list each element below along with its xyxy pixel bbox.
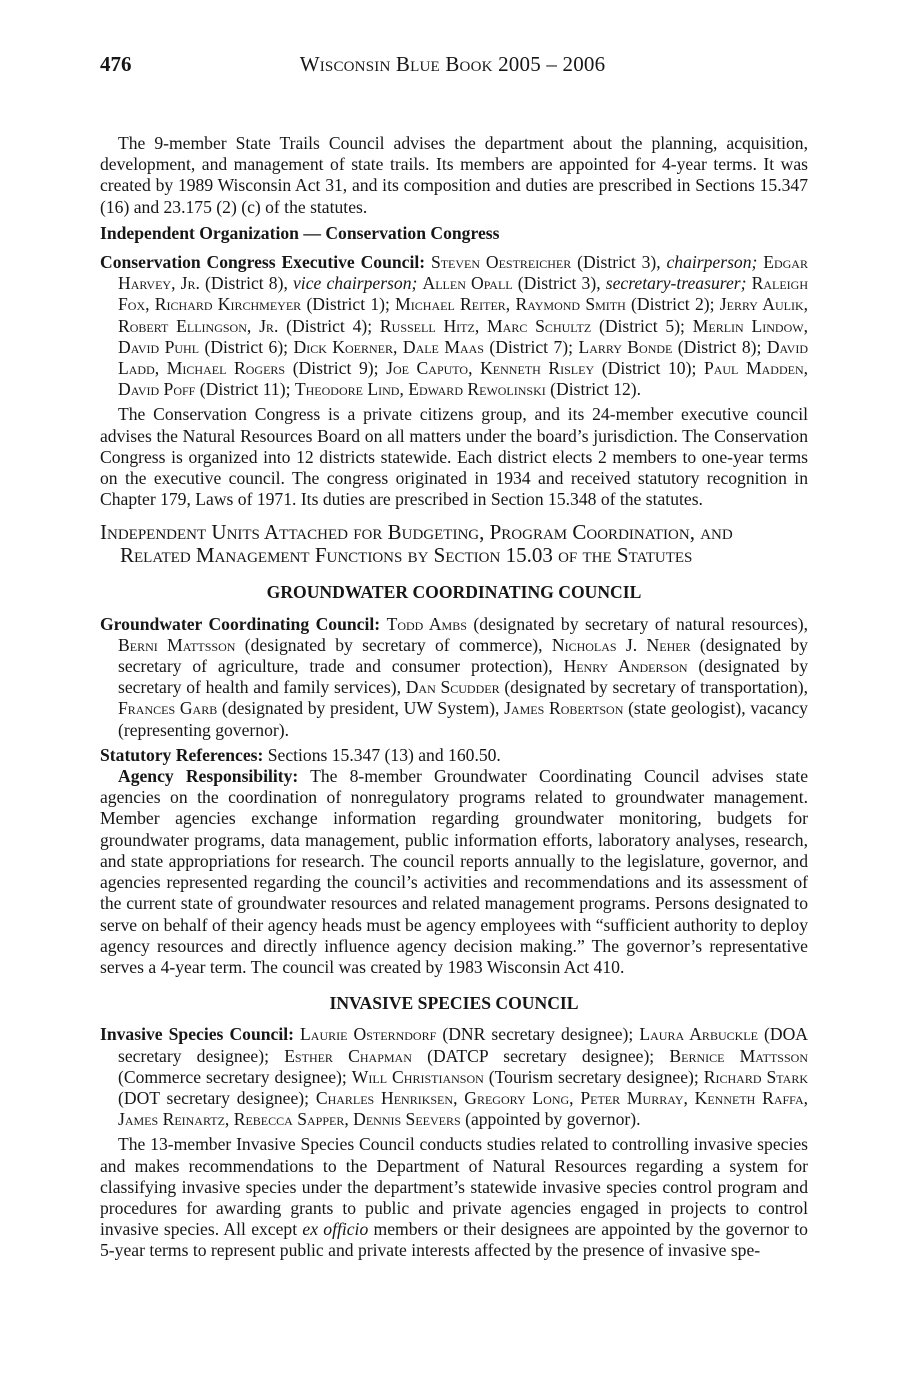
member-name: Allen Opall bbox=[422, 273, 513, 294]
statutory-references-label: Statutory References: bbox=[100, 744, 264, 765]
member-separator: , bbox=[803, 315, 808, 336]
member-note: (designated by secretary of agriculture, trade and consumer protection), bbox=[118, 634, 808, 677]
member-separator: (District 10); bbox=[594, 358, 704, 379]
member-name: Robert Ellingson, Jr. bbox=[118, 315, 279, 336]
independent-units-heading: Independent Units Attached for Budgeting, Program Coordination, and Related Management Functions by Section 15.03 of the Statutes bbox=[100, 520, 733, 568]
member-role: chairperson; bbox=[666, 252, 758, 273]
member-name: Merlin Lindow bbox=[692, 315, 804, 336]
member-note: (DATCP secretary designee); bbox=[411, 1045, 670, 1066]
member-note: (District 8), bbox=[199, 273, 293, 294]
member-note: , bbox=[344, 1109, 354, 1130]
member-name: David Poff bbox=[118, 379, 196, 400]
member-separator: , bbox=[154, 358, 167, 379]
member-name: Russell Hitz bbox=[379, 315, 475, 336]
member-note: , bbox=[224, 1109, 234, 1130]
member-role: vice chairperson; bbox=[293, 273, 418, 294]
member-name: Raleigh Fox bbox=[118, 273, 809, 315]
member-name: Joe Caputo bbox=[386, 358, 469, 379]
state-trails-paragraph: The 9-member State Trails Council advises the department about the planning, acquisition, development, and management of state trails. Its members are appointed for 4-year terms. It was created by 1989 Wisconsin Act 31, and its composition and duties are prescribed in Sections 15.347 (16) and 23.175 (2) (c) of the statutes. bbox=[100, 133, 808, 217]
member-separator: , bbox=[468, 358, 481, 379]
groundwater-council-heading: GROUNDWATER COORDINATING COUNCIL bbox=[266, 582, 642, 603]
member-separator: (District 9); bbox=[285, 358, 387, 379]
member-note: (District 3), bbox=[512, 273, 606, 294]
member-name: Michael Rogers bbox=[166, 358, 286, 379]
member-note: (designated by secretary of natural resources), bbox=[466, 613, 809, 634]
member-name: Rebecca Sapper bbox=[233, 1109, 345, 1130]
member-name: Dick Koerner bbox=[293, 336, 394, 357]
conservation-council-lead: Conservation Congress Executive Council: bbox=[100, 252, 426, 273]
member-name: James Reinartz bbox=[118, 1109, 225, 1130]
member-name: Kenneth Raffa bbox=[694, 1087, 804, 1108]
member-note: (DOA secretary designee); bbox=[118, 1024, 809, 1066]
member-name: Edgar Harvey, Jr. bbox=[118, 252, 808, 294]
member-note: , bbox=[453, 1087, 465, 1108]
member-name: Kenneth Risley bbox=[480, 358, 595, 379]
member-name: Nicholas J. Neher bbox=[551, 634, 691, 655]
member-name: Marc Schultz bbox=[487, 315, 592, 336]
groundwater-council-lead: Groundwater Coordinating Council: bbox=[100, 613, 381, 634]
member-role: secretary-treasurer; bbox=[605, 273, 747, 294]
conservation-congress-heading: Independent Organization — Conservation Congress bbox=[100, 222, 500, 243]
body-text bbox=[100, 133, 808, 1262]
member-name: Dan Scudder bbox=[405, 677, 500, 698]
member-note: (designated by president, UW System), bbox=[217, 698, 505, 719]
member-name: Todd Ambs bbox=[386, 613, 467, 634]
agency-responsibility-label: Agency Responsibility: bbox=[118, 766, 299, 787]
member-name: Frances Garb bbox=[118, 698, 218, 719]
member-note: (designated by secretary of commerce), bbox=[235, 634, 552, 655]
member-separator: (District 6); bbox=[199, 336, 294, 357]
conservation-executive-council bbox=[100, 252, 808, 400]
groundwater-agency-responsibility bbox=[100, 766, 808, 978]
member-note: (DOT secretary designee); bbox=[118, 1087, 316, 1108]
member-note: , bbox=[569, 1087, 581, 1108]
member-name: Laurie Osterndorf bbox=[300, 1024, 437, 1045]
member-separator: , bbox=[803, 294, 809, 315]
member-note: (designated by secretary of health and family services), bbox=[118, 656, 808, 698]
member-note: (state geologist), vacancy (representing governor). bbox=[118, 698, 808, 740]
invasive-description-text: The 13-member Invasive Species Council conducts studies related to controlling invasive species and makes recommendations to the Department of Natural Resources regarding a system for classifying invasive species under the department’s statewide invasive species control program and procedures for awarding grants to public and private agencies engaged in projects to control invasive species. All except bbox=[100, 1134, 808, 1240]
conservation-congress-description: The Conservation Congress is a private citizens group, and its 24-member executive council advises the Natural Resources Board on all matters under the board’s jurisdiction. The Conservation Congress is organized into 12 districts statewide. Each district elects 2 members to one-year terms on the executive council. The congress originated in 1934 and received statutory recognition in Chapter 179, Laws of 1971. Its duties are prescribed in Section 15.348 of the statutes. bbox=[100, 404, 808, 510]
member-name: James Robertson bbox=[504, 698, 624, 719]
invasive-species-council-members bbox=[100, 1024, 808, 1130]
ex-officio-term: ex officio bbox=[302, 1219, 369, 1240]
member-separator: (District 2); bbox=[625, 294, 720, 315]
member-separator: (District 1); bbox=[301, 294, 396, 315]
invasive-council-lead: Invasive Species Council: bbox=[100, 1024, 294, 1045]
member-separator: , bbox=[393, 336, 403, 357]
member-separator: (District 4); bbox=[278, 315, 380, 336]
member-separator: (District 7); bbox=[483, 336, 579, 357]
member-note: (Tourism secretary designee); bbox=[483, 1066, 704, 1087]
member-name: Richard Stark bbox=[703, 1066, 808, 1087]
member-separator: (District 11); bbox=[195, 379, 295, 400]
member-note: , bbox=[683, 1087, 695, 1108]
member-separator: , bbox=[145, 294, 155, 315]
groundwater-council-members bbox=[100, 614, 808, 741]
invasive-species-description bbox=[100, 1134, 808, 1261]
invasive-species-council-heading: INVASIVE SPECIES COUNCIL bbox=[329, 993, 579, 1014]
member-separator: , bbox=[474, 315, 488, 336]
member-name: Esther Chapman bbox=[284, 1045, 412, 1066]
member-note: (DNR secretary designee); bbox=[436, 1024, 640, 1045]
member-name: Peter Murray bbox=[580, 1087, 684, 1108]
member-name: Paul Madden bbox=[703, 358, 804, 379]
member-name: Richard Kirchmeyer bbox=[154, 294, 302, 315]
groundwater-statutory-references bbox=[100, 745, 808, 766]
member-name: David Puhl bbox=[118, 336, 200, 357]
member-note: (Commerce secretary designee); bbox=[118, 1066, 352, 1087]
member-name: Jerry Aulik bbox=[719, 294, 804, 315]
member-separator: (District 5); bbox=[591, 315, 693, 336]
member-name: Larry Bonde bbox=[578, 336, 673, 357]
member-name: Henry Anderson bbox=[563, 656, 688, 677]
statutory-references-text: Sections 15.347 (13) and 160.50. bbox=[263, 744, 501, 765]
running-header bbox=[100, 52, 805, 82]
member-note: (designated by secretary of transportation), bbox=[499, 677, 808, 698]
member-name: Gregory Long bbox=[464, 1087, 570, 1108]
agency-responsibility-text: The 8-member Groundwater Coordinating Council advises state agencies on the coordination of nonregulatory programs related to groundwater management. Member agencies exchange information regarding groundwater monitoring, budgets for groundwater programs, data management, public information efforts, laboratory analyses, research, and state appropriations for research. The council reports annually to the legislature, governor, and agencies represented regarding the council’s activities and recommendations and its assessment of the current state of groundwater resources and related management programs. Persons designated to serve on behalf of their agency heads must be agency employees with “sufficient authority to deploy agency resources and directly influence agency decision making.” The governor’s representative serves a 4-year term. The council was created by 1983 Wisconsin Act 410. bbox=[100, 766, 809, 977]
member-name: Michael Reiter bbox=[395, 294, 506, 315]
member-name: Edward Rewolinski bbox=[408, 379, 546, 400]
member-name: Charles Henriksen bbox=[315, 1087, 454, 1108]
member-name: Will Christianson bbox=[351, 1066, 484, 1087]
invasive-description-text-continued: members or their designees are appointed by the governor to 5-year terms to represent public and private interests affected by the presence of invasive spe- bbox=[100, 1219, 808, 1261]
member-note: (appointed by governor). bbox=[460, 1109, 641, 1130]
member-name: Dale Maas bbox=[402, 336, 484, 357]
member-note: , bbox=[803, 1087, 809, 1108]
member-separator: (District 8); bbox=[672, 336, 767, 357]
member-name: David Ladd bbox=[118, 336, 808, 379]
member-name: Steven Oestreicher bbox=[430, 252, 572, 273]
member-separator: , bbox=[399, 379, 409, 400]
member-name: Dennis Seevers bbox=[353, 1109, 461, 1130]
member-name: Theodore Lind bbox=[294, 379, 400, 400]
member-note: (District 3), bbox=[571, 252, 667, 273]
member-separator: , bbox=[505, 294, 516, 315]
member-separator: (District 12). bbox=[545, 379, 642, 400]
page-number: 476 bbox=[100, 52, 132, 76]
member-name: Laura Arbuckle bbox=[639, 1024, 758, 1045]
member-name: Bernice Mattsson bbox=[669, 1045, 808, 1066]
book-title: Wisconsin Blue Book 2005 – 2006 bbox=[299, 52, 606, 76]
member-name: Raymond Smith bbox=[515, 294, 626, 315]
member-name: Berni Mattsson bbox=[118, 634, 236, 655]
member-separator: , bbox=[803, 358, 809, 379]
